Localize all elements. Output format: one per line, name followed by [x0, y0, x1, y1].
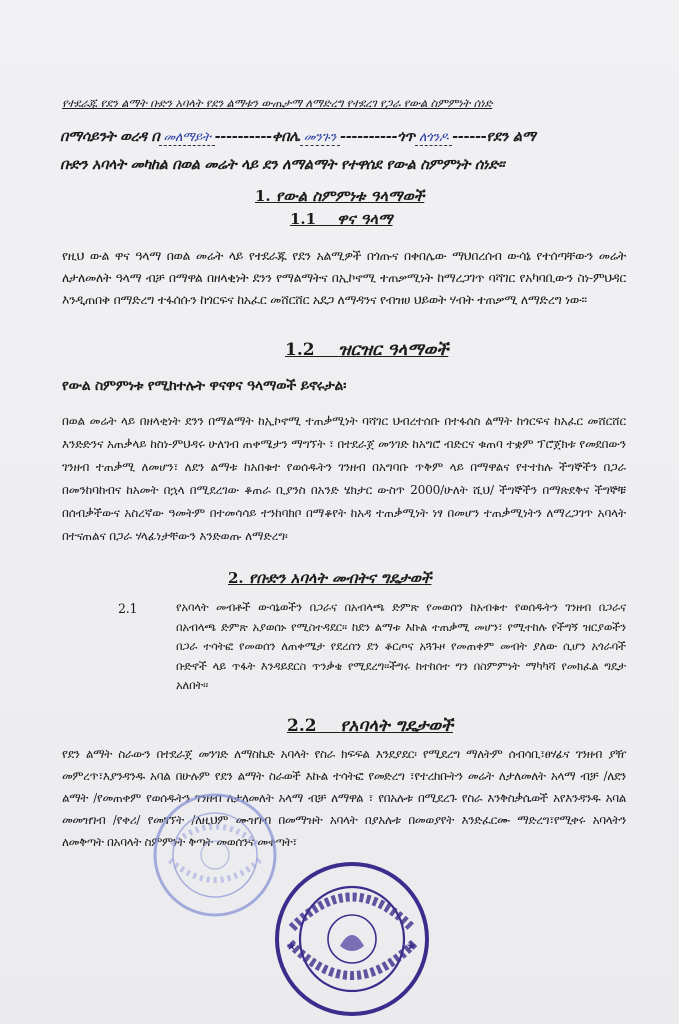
section-1-heading [255, 187, 424, 205]
section-1-2-heading [285, 340, 448, 360]
got-label: ጎጥ [397, 128, 415, 145]
got-fill: ለጎንዶ [415, 130, 452, 146]
kebele-fill: መንጉን [300, 130, 340, 146]
section-2-2-heading [287, 716, 453, 736]
section-1-2-text: በወል መሬት ላይ በዘላቂነት ደንን በማልማት ከኢኮኖሚ ተጠቃሚነት ባሻገር ህብረተሰቡ በተፋሰስ ልማት ከጎርፍና ከአፈር መሸርሸር እንድድንና አጠቃላይ ከስነ-ምህዳሩ ሁለገብ ጠቀሜታን ማግኘት ፣ በተደራጀ መንገድ ከአግሮ ብድርና ቁጠባ ተቋም ፕሮጀክቱ የመደበውን ገንዘብ ተጠቃሚ ለመሆን፣ ለደን ልማቱ ከአበቁተ የወሰዱትን ገንዘብ በአግባቡ ጥቅም ላይ በማዋልና የተተከሉ ችግኞችን በጋራ በመንከባከብና ከአመት በኋላ በሚደረገው ቆጠራ ቢያንስ በአንድ ሄክታር ውስጥ 2000/ሁለት ሺህ/ ችግኞችን በማጽደቅና ችግኞቹ በሰብቃችውና አስረኛው ዓመትም በተመሳሳይ ተንከባክቦ በማቆየት ከአዳ ተጠቃሚነት ነፃ በመሆን ተጠቃሚነትን ለማረጋገጥ አባላት በተናጠልና በጋራ ሃላፊነታቸውን እንድወጡ ለማድረግ፡ [62, 414, 626, 543]
kebele-label: ቀበሌ [271, 128, 300, 145]
section-1-title: የውል ስምምነቱ ዓላማወች [275, 187, 425, 205]
section-1-number: 1. [255, 187, 271, 205]
section-1-2-intro: የውል ስምምነቱ የሚከተሉት ዋናዋና ዓላማወች ይኖሩታል፡ [62, 378, 347, 394]
form-line-2: ቡድን አባላት መካከል በወል መሬት ላይ ደን ለማልማት የተዋሰደ የውል ስምምነት ሰነድ፡፡ [60, 156, 505, 173]
section-1-1-heading [290, 210, 393, 228]
section-1-1-number: 1.1 [290, 210, 317, 228]
document-header-line: የተደራጁ የደን ልማት ቡድን አባላት የደን ልማቱን ውጤታማ ለማድረግ የተደረገ የጋራ የውል ስምምነት ሰነድ [62, 96, 493, 110]
section-2-2-title: የአባላት ግዴታወች [340, 716, 454, 736]
stamp-woreda-seal [272, 858, 432, 1020]
svg-text:★: ★ [286, 939, 297, 953]
section-1-1-text: የዚህ ውል ዋና ዓላማ በወል መሬት ላይ የተደራጁ የደን አልሚዎች በጎጡና በቀበሌው ማህበረሰብ ውሳኔ የተሰጣቸውን መሬት ለታለመለት ዓላማ ብቻ በማዋል በዘላቂነት ደንን የማልማትና በኢኮኖሚ ተጠቃሚነት ከማረጋገጥ ባሻገር የአካባቢውን ስነ-ምህዳር እንዲጠበቅ በማድረግ ተፋሰሱን ከጎርፍና ከአፈር መሸርሸር አደጋ ለማዳንና የብዝሀ ህይወት ሃብት ተጠቃሚ ለማድረግ ነው፡፡ [62, 248, 626, 307]
form-prefix: በማሳይንት ወረዳ በ [60, 128, 160, 145]
woreda-fill: መለማይት [159, 130, 214, 146]
section-1-2-number: 1.2 [285, 340, 315, 360]
section-1-2-title: ዝርዝር ዓላማወች [338, 340, 449, 360]
section-2-title: የቡድን አባላት መብትና ግዴታወች [248, 569, 432, 587]
section-2-2-text: የደን ልማት ስራውን በተደራጀ መንገድ ለማስኬድ አባላት የስራ ክፍፍል እንደያደር፡ የሚደረግ ማለትም ሰብሳቢ፣ፀሃፊና ገንዘብ ያዥ መምረጥ፣እያንዳንዱ አባል በሁሉም የደን ልማት ስራወች እኩል ተሳትፎ የመድረግ ፣የተረከቡትን መሬት ለታለመለት አላማ ብቻ /ለደን ልማት /የመጠቀም የወሰዱትን ገንዘብ ለታለመለት አላማ ብቻ ለማዋል ፣ የበአሉቱ በሚደረጉ የስራ እንቅስቃሴወች አየእንዳንዱ አባል መመዝገብ /የቀሪ/ የመገኘት /ለዚህም ሙዝገብ በመማዝት አባላት በያአሉቱ በመወያየት እንድፈርሙ ማድረግ፣የሚቀሩ አባላትን ለመቅጣት በአባላት ስምምነት ቅጣት መወሰንና መቀጣት፣ [62, 747, 626, 849]
svg-text:★: ★ [406, 939, 417, 953]
section-2-1-text: የአባላት መብቶች ውሳኔወችን በጋራና በአብላጫ ድምጽ የመወሰን ከአብቁተ የወሰዱትን ገንዘብ በጋራና በአብላጫ ድምጽ አያወሰኑ የሚስተዳደር፡፡ ከደን ልማቱ እኩል ተጠቃሚ መሆን፣ የሚተከሉ የችግኝ ዝርያወችን በጋራ ተሳትፎ የመወሰን ለጠቀሜታ የደረሰን ደን ቆርጦና አጓጉዞ የመጠቀም መብት ያለው ሲሆን አጎራባች ቡድኖች ላይ ጥፋት እንዳይደርስ ጥንቃቄ የሚደረግ፡፡ችግሩ ከተከሰተ ግን በስምምነት ማካካሻ የመክፈል ግዴታ አለበት፡፡ [176, 600, 626, 692]
form-line: በማሳይንት ወረዳ በ መለማይት ----------ቀበሌ መንጉን ----------ጎጥ ለጎንዶ ------የደን ልማ ቡድን አባላት መካከል በወል መሬት ላይ ደን ለማልማት የተዋሰደ የውል ስምምነት ሰነድ፡፡ [60, 128, 536, 173]
section-2-2-number: 2.2 [287, 716, 317, 736]
stamp-kebele-seal [150, 790, 280, 920]
section-2-heading [228, 569, 431, 587]
section-2-number: 2. [228, 569, 244, 587]
section-2-1-number: 2.1 [118, 601, 138, 616]
form-suffix: የደን ልማ [486, 128, 536, 145]
section-1-1-title: ዋና ዓላማ [337, 210, 393, 228]
